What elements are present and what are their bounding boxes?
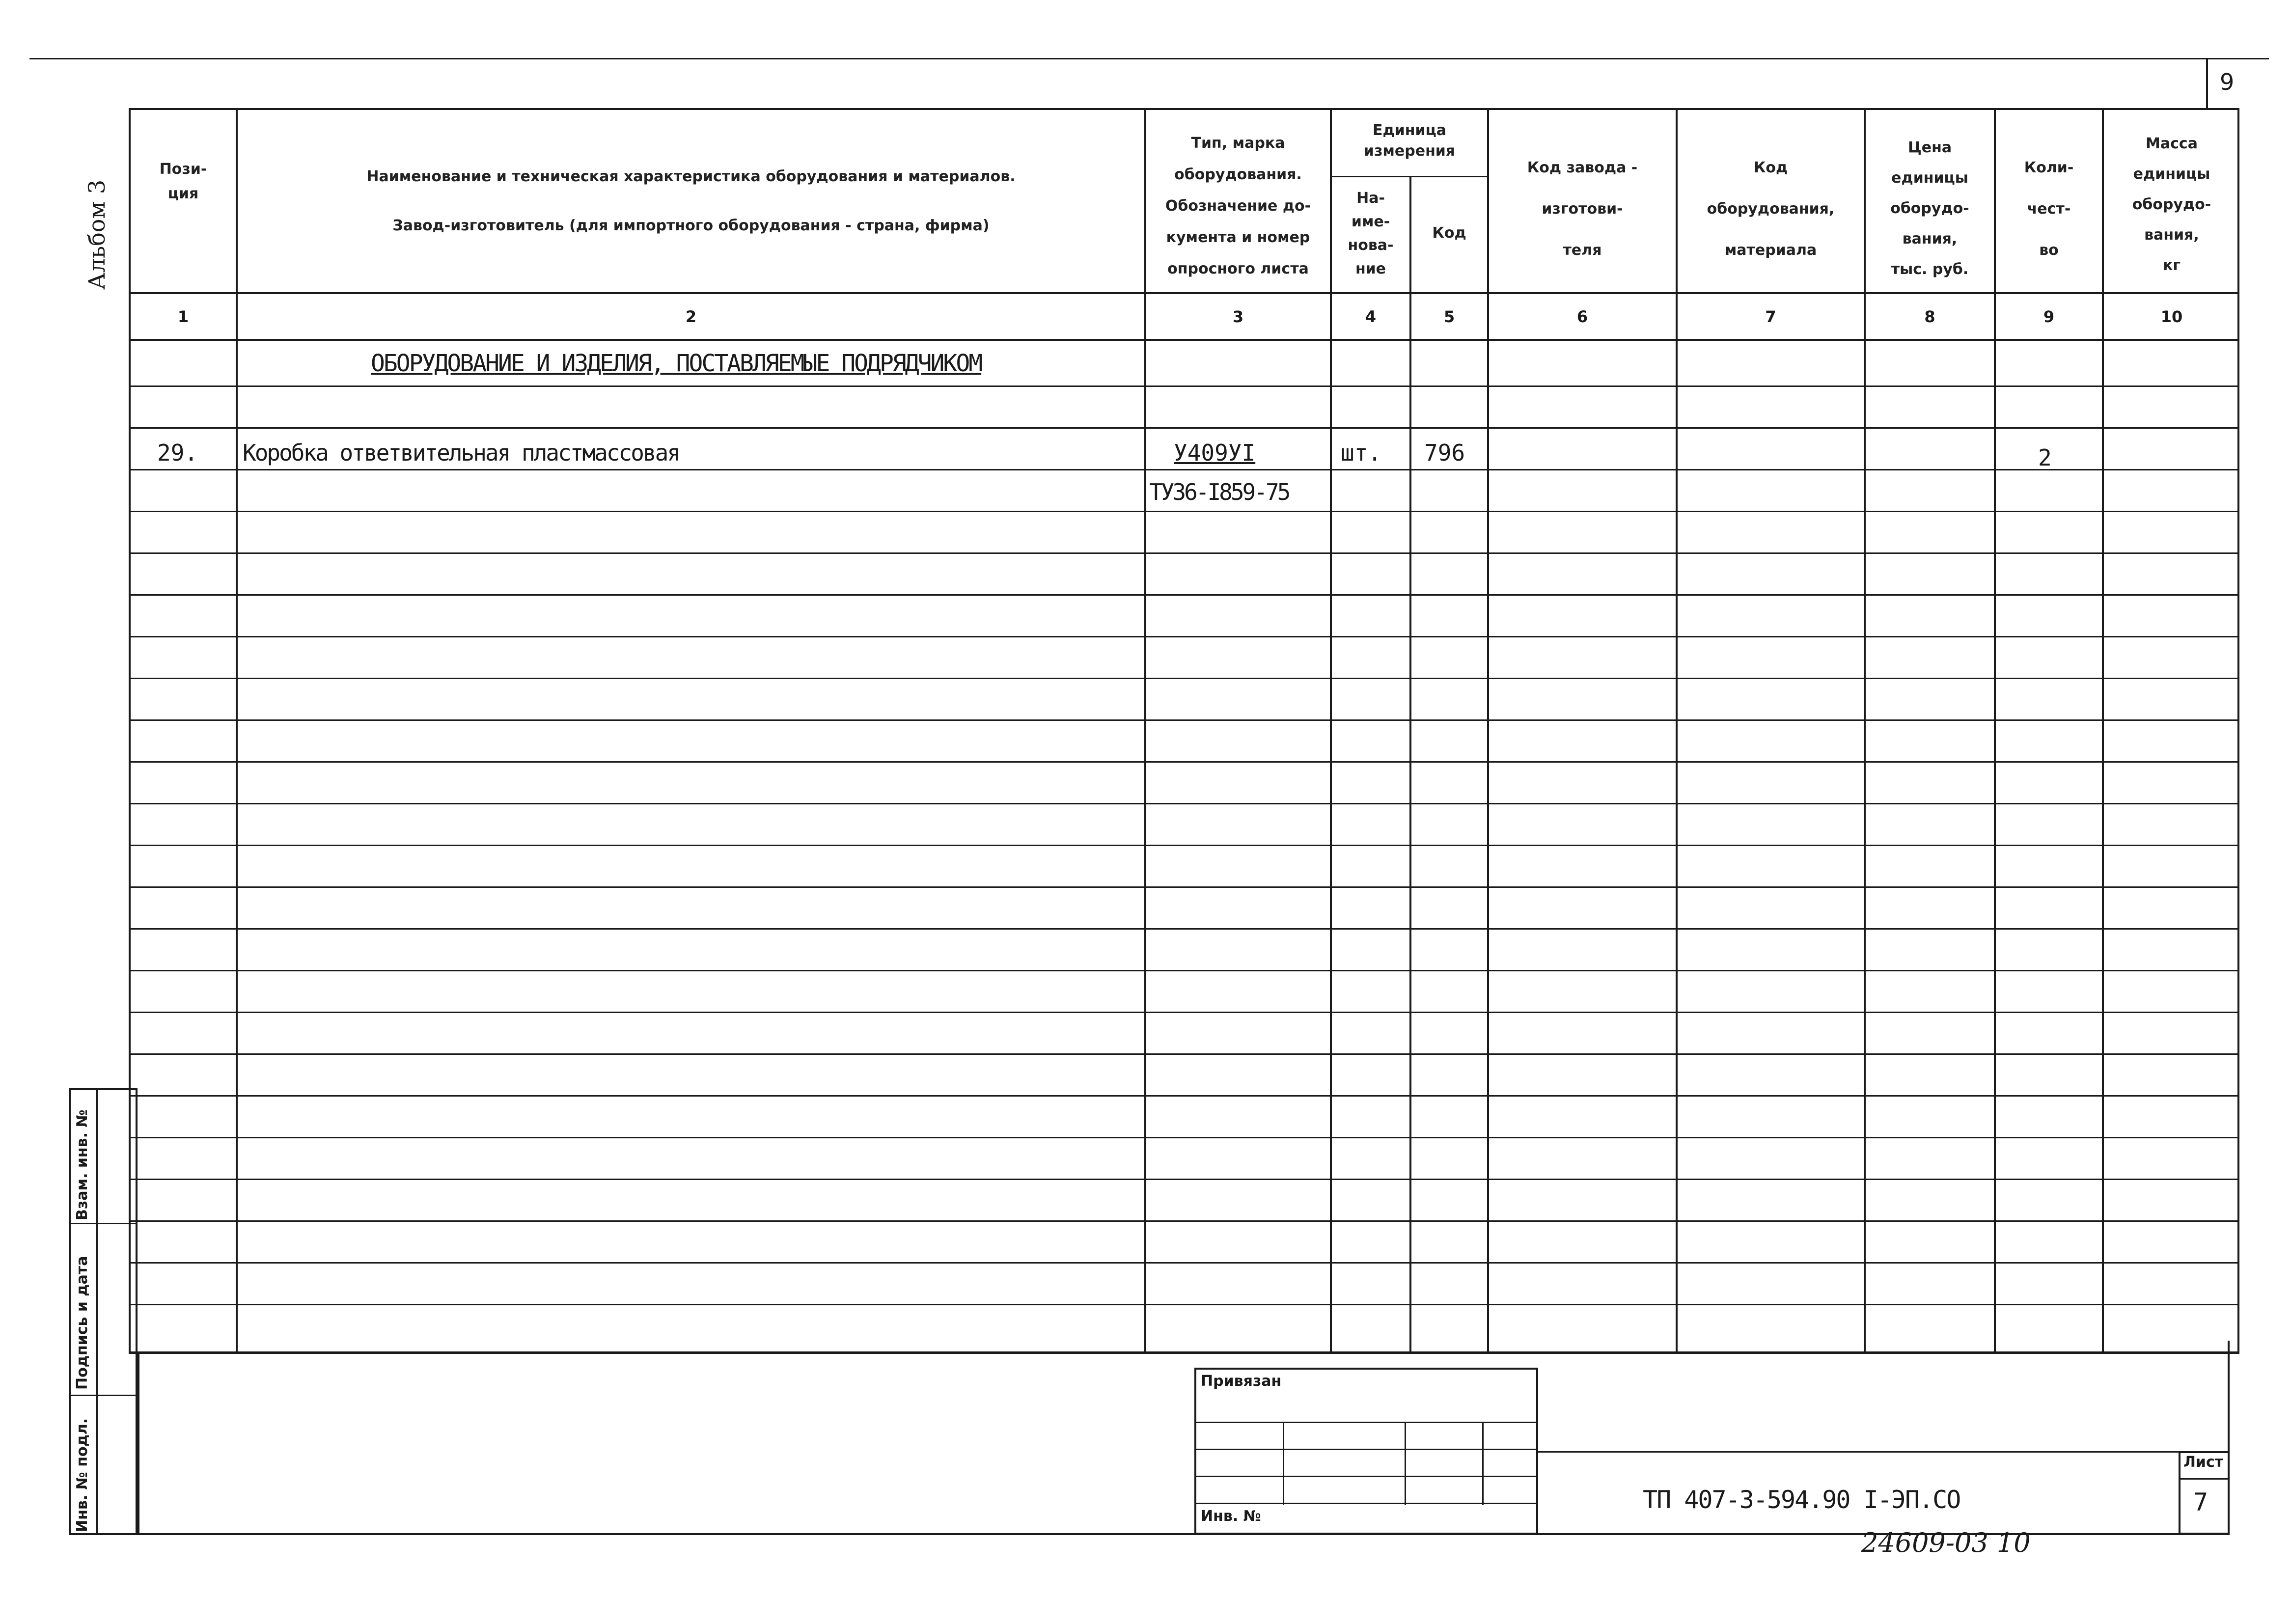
row-line	[129, 1179, 2239, 1180]
col-line-7	[1864, 108, 1866, 1353]
row-line	[129, 1262, 2239, 1264]
privyazan-col-1	[1283, 1422, 1284, 1505]
designation-top-line	[1538, 1451, 2230, 1453]
colnum-7: 7	[1765, 307, 1776, 326]
privyazan-line-3	[1194, 1476, 1538, 1477]
section-title: ОБОРУДОВАНИЕ И ИЗДЕЛИЯ, ПОСТАВЛЯЕМЫЕ ПОДРЯДЧИКОМ	[371, 350, 982, 377]
row-line	[129, 845, 2239, 846]
header-price	[1866, 133, 1994, 285]
page-number-box-left	[2206, 59, 2208, 108]
header-position-l1: Пози-	[159, 161, 207, 178]
header-type-l1: Тип, марка	[1191, 135, 1285, 152]
privyazan-col-2	[1405, 1422, 1406, 1505]
colnum-1: 1	[177, 307, 189, 326]
colnum-bottom-line	[129, 339, 2239, 341]
header-quantity-l1: Коли-	[2024, 159, 2074, 176]
header-type-l2: оборудования.	[1174, 166, 1302, 183]
header-type-l4: кумента и номер	[1166, 229, 1310, 246]
header-name-l1: Наименование и техническая характеристика оборудования и материалов.	[366, 168, 1016, 185]
row-line	[129, 385, 2239, 387]
row-name: Коробка ответвительная пластмассовая	[243, 440, 679, 466]
row-line	[129, 761, 2239, 763]
header-price-l4: вания,	[1902, 230, 1958, 248]
header-mass-l3: оборудо-	[2132, 196, 2211, 213]
col-line-9	[2102, 108, 2104, 1353]
side-stamp-vzam: Взам. инв. №	[74, 1109, 91, 1220]
col-line-4	[1409, 177, 1411, 1353]
colnum-9: 9	[2043, 307, 2055, 326]
header-quantity-l3: во	[2039, 242, 2059, 259]
privyazan-line-1	[1194, 1422, 1538, 1423]
privyazan-line-2	[1194, 1449, 1538, 1450]
side-stamp-inv: Инв. № подл.	[74, 1418, 91, 1532]
privyazan-label: Привязан	[1201, 1373, 1282, 1390]
col-line-1	[236, 108, 238, 1353]
colnum-8: 8	[1924, 307, 1935, 326]
inv-no-label: Инв. №	[1201, 1508, 1261, 1525]
header-unit-name	[1332, 187, 1409, 281]
row-line	[129, 1137, 2239, 1138]
header-unit-group-l2: измерения	[1363, 142, 1456, 160]
row-unit: шт.	[1341, 440, 1382, 466]
row-line	[129, 552, 2239, 554]
row-line	[129, 1220, 2239, 1222]
header-mass	[2104, 129, 2239, 281]
colnum-6: 6	[1576, 307, 1588, 326]
row-line	[129, 427, 2239, 429]
header-factory-code-l2: изготови-	[1542, 200, 1623, 218]
header-price-l5: тыс. руб.	[1891, 261, 1969, 278]
side-stamp-line-1	[69, 1223, 138, 1224]
row-line	[129, 970, 2239, 971]
main-table-frame	[129, 108, 2239, 1353]
header-type	[1146, 128, 1330, 285]
header-unit-name-l2: име-	[1351, 213, 1390, 230]
colnum-3: 3	[1232, 307, 1244, 326]
colnum-4: 4	[1365, 307, 1377, 326]
colnum-2: 2	[685, 307, 697, 326]
header-equipment-code-l3: материала	[1724, 242, 1817, 259]
col-line-3	[1330, 108, 1332, 1353]
col-line-2	[1144, 108, 1146, 1353]
header-equipment-code-l2: оборудования,	[1707, 200, 1835, 218]
footer-stamp: 24609-03 10	[1861, 1527, 2031, 1558]
row-type: У409УI	[1174, 440, 1256, 466]
row-line	[129, 469, 2239, 470]
header-mass-l5: кг	[2162, 257, 2181, 274]
header-name-l2: Завод-изготовитель (для импортного оборудования - страна, фирма)	[392, 217, 990, 234]
header-bottom-line	[129, 292, 2239, 294]
row-line	[129, 1304, 2239, 1305]
top-border	[29, 58, 2269, 59]
colnum-10: 10	[2160, 307, 2183, 326]
header-type-l5: опросного листа	[1167, 260, 1309, 277]
header-price-l1: Цена	[1907, 139, 1952, 156]
row-line	[129, 886, 2239, 888]
row-line	[129, 678, 2239, 679]
side-stamp-line-2	[69, 1395, 138, 1396]
side-stamp-divider	[96, 1088, 98, 1535]
header-unit-name-l1: На-	[1356, 190, 1385, 207]
row-line	[129, 511, 2239, 512]
row-quantity: 2	[2038, 444, 2052, 471]
header-equipment-code	[1678, 147, 1864, 271]
row-line	[129, 1012, 2239, 1013]
list-label: Лист	[2183, 1454, 2224, 1471]
col-line-5	[1487, 108, 1489, 1353]
col-line-8	[1994, 108, 1996, 1353]
header-mass-l1: Масса	[2146, 135, 2198, 152]
header-unit-group	[1332, 120, 1487, 162]
header-price-l2: единицы	[1891, 169, 1968, 187]
table-bottom-line	[129, 1351, 2239, 1354]
header-factory-code-l3: теля	[1563, 242, 1602, 259]
header-name	[238, 152, 1144, 250]
list-number: 7	[2193, 1488, 2208, 1516]
row-line	[129, 1053, 2239, 1055]
row-line	[129, 928, 2239, 930]
header-unit-group-l1: Единица	[1373, 122, 1446, 139]
row-line	[129, 719, 2239, 721]
privyazan-line-4	[1194, 1503, 1538, 1504]
row-line	[129, 636, 2239, 637]
designation: ТП 407-3-594.90 I-ЭП.СО	[1643, 1486, 1960, 1514]
row-line	[129, 594, 2239, 596]
privyazan-col-3	[1482, 1422, 1484, 1505]
row-position: 29.	[157, 440, 198, 466]
header-position	[131, 157, 236, 206]
header-position-l2: ция	[167, 185, 199, 202]
colnum-5: 5	[1443, 307, 1455, 326]
row-line	[129, 803, 2239, 804]
unit-group-line	[1330, 176, 1487, 177]
col-line-6	[1676, 108, 1678, 1353]
header-mass-l2: единицы	[2133, 165, 2210, 183]
header-factory-code	[1489, 147, 1676, 271]
side-stamp-podpis: Подпись и дата	[74, 1256, 91, 1390]
header-quantity-l2: чест-	[2027, 200, 2071, 218]
header-type-l3: Обозначение до-	[1165, 197, 1311, 215]
header-unit-name-l3: нова-	[1348, 237, 1394, 254]
header-equipment-code-l1: Код	[1753, 159, 1788, 176]
row-type-doc: ТУ36-I859-75	[1149, 479, 1289, 505]
header-unit-code: Код	[1432, 224, 1466, 242]
bottom-frame-left	[138, 1353, 139, 1535]
list-box-divider	[2179, 1478, 2230, 1480]
header-mass-l4: вания,	[2144, 226, 2199, 244]
row-unit-code: 796	[1424, 440, 1465, 466]
header-quantity	[1996, 147, 2102, 271]
header-unit-name-l4: ние	[1355, 260, 1386, 277]
row-line	[129, 1095, 2239, 1097]
album-label: Альбом 3	[83, 179, 110, 290]
header-price-l3: оборудо-	[1890, 200, 1969, 217]
page-number: 9	[2220, 69, 2235, 95]
header-factory-code-l1: Код завода -	[1527, 159, 1638, 176]
